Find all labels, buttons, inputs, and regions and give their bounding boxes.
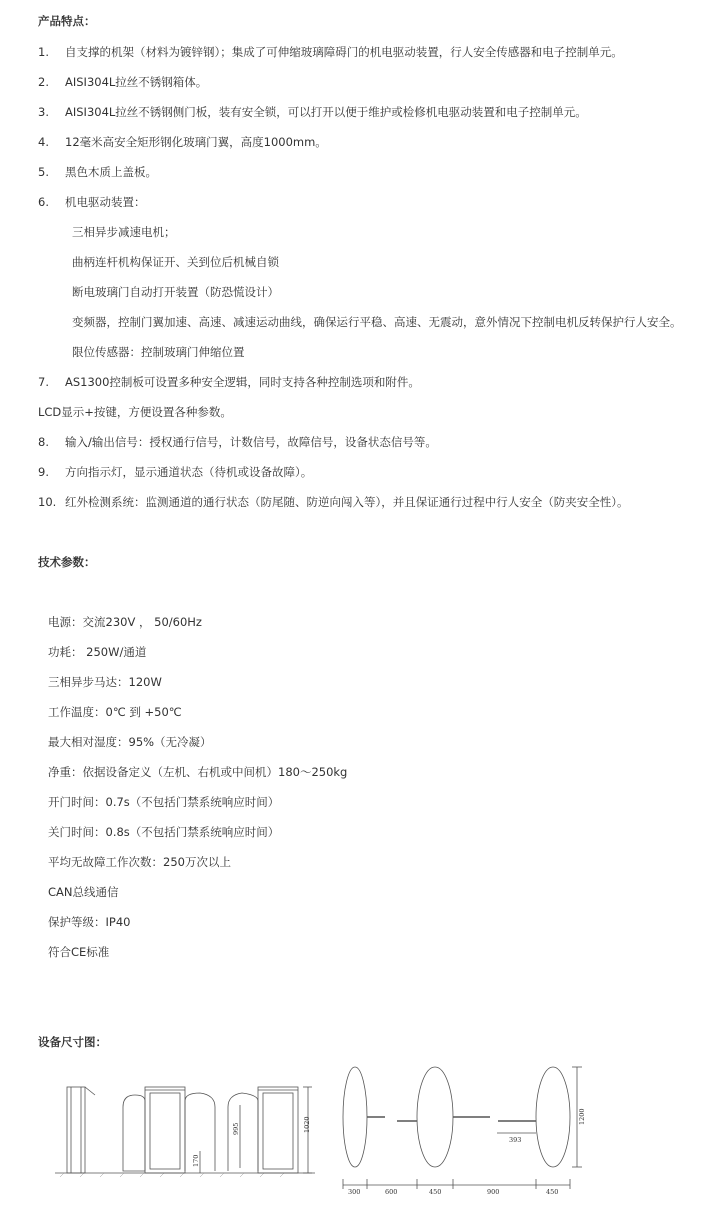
- spec-item: 关门时间：0.8s（不包括门禁系统响应时间）: [48, 825, 280, 839]
- feature-item-7: [38, 374, 420, 390]
- feature-num: 8.: [38, 435, 49, 449]
- feature-num: 2.: [38, 75, 49, 89]
- feature-subitem: 曲柄连杆机构保证开、关到位后机械自锁: [72, 255, 279, 269]
- feature-num: 4.: [38, 135, 49, 149]
- dim-label-1: 300: [348, 1188, 361, 1196]
- dim-label-4: 900: [487, 1188, 500, 1196]
- feature-item-2: [38, 74, 207, 90]
- spec-item: 保护等级：IP40: [48, 915, 131, 929]
- specs-heading: 技术参数：: [38, 555, 96, 569]
- spec-item: 净重：依据设备定义（左机、右机或中间机）180～250kg: [48, 765, 348, 779]
- feature-item-10: [38, 494, 629, 510]
- feature-num: 9.: [38, 465, 49, 479]
- feature-num: 3.: [38, 105, 49, 119]
- feature-subitem: 变频器，控制门翼加速、高速、减速运动曲线，确保运行平稳、高速、无震动，意外情况下控制电机反转保护行人安全。: [72, 315, 682, 329]
- feature-text: 机电驱动装置：: [65, 195, 146, 209]
- feature-item-5: [38, 164, 157, 180]
- feature-item-6: [38, 194, 146, 210]
- feature-text: AISI304L拉丝不锈钢侧门板，装有安全锁，可以打开以便于维护或检修机电驱动装置和电子控制单元。: [65, 105, 587, 119]
- feature-text: AISI304L拉丝不锈钢箱体。: [65, 75, 208, 89]
- feature-text: 12毫米高安全矩形钢化玻璃门翼，高度1000mm。: [65, 135, 327, 149]
- feature-text: 输入/输出信号：授权通行信号，计数信号，故障信号，设备状态信号等。: [65, 435, 437, 449]
- dimension-drawing: [50, 1055, 680, 1205]
- wing-label: 393: [509, 1136, 522, 1144]
- feature-subitem: 限位传感器：控制玻璃门伸缩位置: [72, 345, 245, 359]
- spec-item: 功耗： 250W/通道: [48, 645, 147, 659]
- feature-num: 6.: [38, 195, 49, 209]
- dim-label-2: 600: [385, 1188, 398, 1196]
- dimension-drawing-svg: [50, 1055, 680, 1205]
- feature-num: 7.: [38, 375, 49, 389]
- spec-item: CAN总线通信: [48, 885, 119, 899]
- feature-item-3: [38, 104, 587, 120]
- feature-text: 方向指示灯，显示通道状态（待机或设备故障）。: [65, 465, 313, 479]
- feature-num: 10.: [38, 495, 57, 509]
- side-base-label: 170: [192, 1154, 200, 1167]
- spec-item: 最大相对湿度：95%（无冷凝）: [48, 735, 212, 749]
- dim-label-3: 450: [429, 1188, 442, 1196]
- feature-item-8: [38, 434, 437, 450]
- top-height-label: 1200: [578, 1108, 586, 1125]
- feature-num: 5.: [38, 165, 49, 179]
- feature-subitem: 断电玻璃门自动打开装置（防恐慌设计）: [72, 285, 279, 299]
- feature-text: 黑色木质上盖板。: [65, 165, 157, 179]
- features-heading: 产品特点：: [38, 14, 96, 28]
- spec-item: 符合CE标准: [48, 945, 110, 959]
- side-height-label: 1020: [303, 1116, 311, 1133]
- spec-item: 开门时间：0.7s（不包括门禁系统响应时间）: [48, 795, 280, 809]
- feature-item-1: [38, 44, 623, 60]
- feature-num: 1.: [38, 45, 49, 59]
- feature-subitem: 三相异步减速电机；: [72, 225, 176, 239]
- spec-item: 工作温度：0℃ 到 +50℃: [48, 705, 182, 719]
- spec-item: 平均无故障工作次数：250万次以上: [48, 855, 231, 869]
- spec-item: 电源：交流230V ， 50/60Hz: [48, 615, 202, 629]
- side-inner-label: 995: [232, 1122, 240, 1135]
- dimensions-heading: 设备尺寸图：: [38, 1035, 107, 1049]
- feature-item-9: [38, 464, 312, 480]
- feature-text: 红外检测系统：监测通道的通行状态（防尾随、防逆向闯入等），并且保证通行过程中行人安全（防夹安全性）。: [65, 495, 629, 509]
- feature-text: 自支撑的机架（材料为镀锌钢）；集成了可伸缩玻璃障碍门的机电驱动装置，行人安全传感器和电子控制单元。: [65, 45, 623, 59]
- lcd-line: LCD显示+按键，方便设置各种参数。: [38, 405, 232, 419]
- spec-item: 三相异步马达：120W: [48, 675, 162, 689]
- feature-item-4: [38, 134, 327, 150]
- dim-label-5: 450: [546, 1188, 559, 1196]
- feature-text: AS1300控制板可设置多种安全逻辑，同时支持各种控制选项和附件。: [65, 375, 420, 389]
